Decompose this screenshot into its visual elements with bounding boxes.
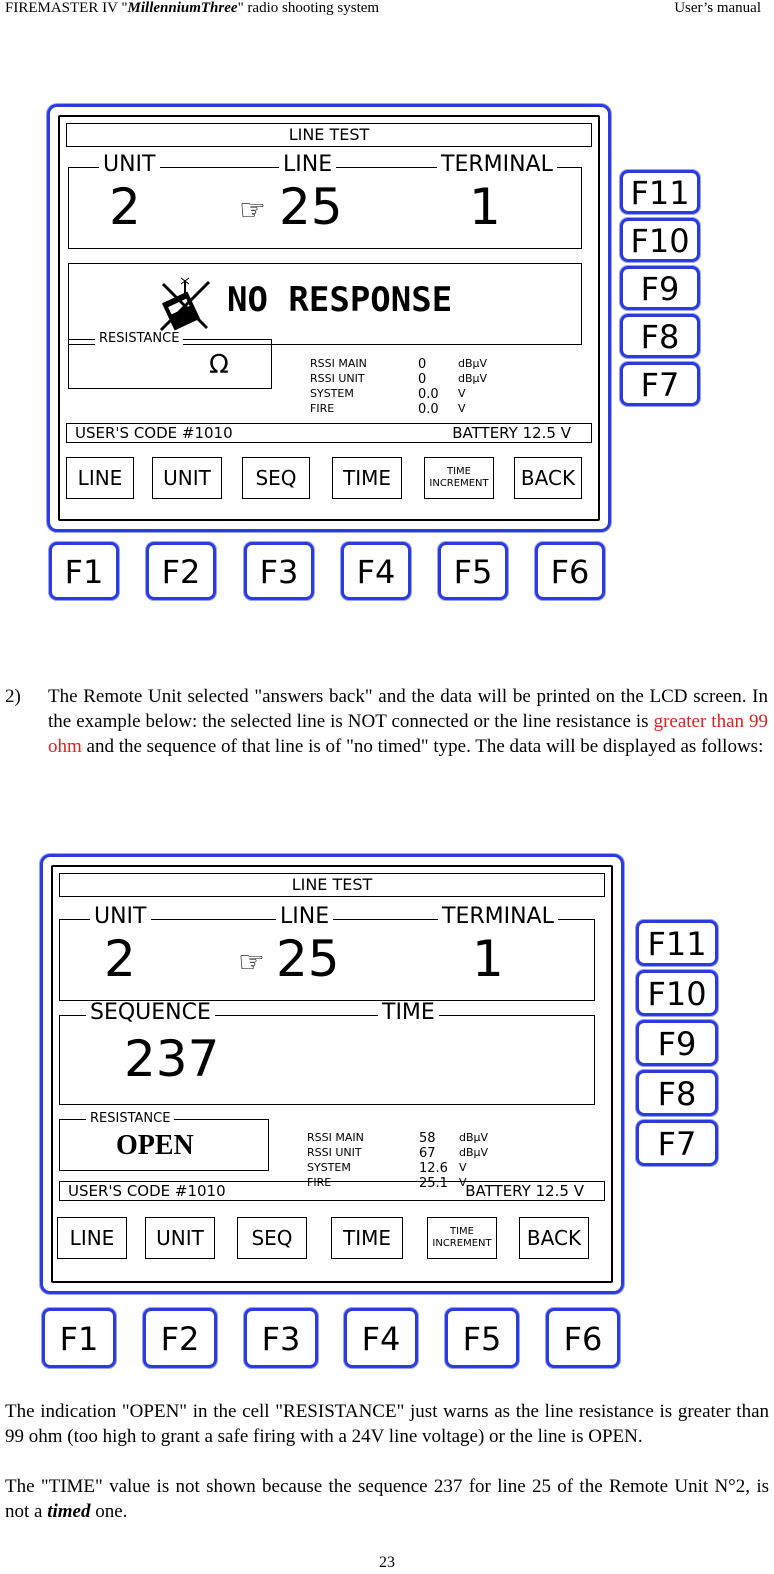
battery-status: BATTERY 12.5 V — [452, 424, 571, 442]
sequence-value: 237 — [124, 1030, 220, 1088]
time-explanation: The "TIME" value is not shown because the sequence 237 for line 25 of the Remote Unit N°2, is not a timed one. — [5, 1476, 769, 1522]
softkey-seq[interactable]: SEQ — [237, 1217, 307, 1259]
softkey-line[interactable]: LINE — [57, 1217, 127, 1259]
terminal-label: TERMINAL — [437, 153, 557, 177]
softkey-unit[interactable]: UNIT — [152, 457, 222, 499]
readings-block — [310, 357, 510, 417]
f11-key[interactable]: F11 — [620, 170, 700, 214]
f11-key[interactable]: F11 — [636, 920, 718, 966]
softkey-back[interactable]: BACK — [514, 457, 582, 499]
lcd-screen-1 — [47, 104, 611, 532]
softkey-time-increment[interactable]: TIME INCREMENT — [427, 1217, 497, 1259]
unit-line-terminal-panel — [68, 152, 582, 249]
lcd-screen-2 — [40, 854, 624, 1294]
resistance-panel — [59, 1111, 269, 1171]
f1-key[interactable]: F1 — [49, 542, 119, 600]
softkey-time-increment[interactable]: TIME INCREMENT — [424, 457, 494, 499]
f4-key[interactable]: F4 — [344, 1308, 418, 1368]
pointer-icon: ☞ — [238, 945, 265, 980]
reading-row: RSSI MAIN 0 dBμV — [310, 357, 488, 372]
line-label: LINE — [279, 153, 336, 177]
step-2-paragraph: 2) — [5, 686, 21, 707]
header-title: FIREMASTER IV "MillenniumThree" radio shooting system — [5, 0, 380, 16]
unit-value: 2 — [109, 178, 141, 236]
reading-row: FIRE 25.1 V — [307, 1176, 467, 1191]
f3-key[interactable]: F3 — [244, 542, 314, 600]
f8-key[interactable]: F8 — [636, 1070, 718, 1116]
line-label: LINE — [276, 905, 333, 929]
page-header — [5, 0, 769, 22]
f5-key[interactable]: F5 — [438, 542, 508, 600]
status-footer — [59, 1181, 605, 1201]
unit-line-terminal-panel — [59, 904, 595, 1001]
reading-row: RSSI MAIN 58 dBμV — [307, 1131, 489, 1146]
terminal-value: 1 — [472, 930, 504, 988]
softkey-back[interactable]: BACK — [519, 1217, 589, 1259]
resistance-panel — [68, 331, 272, 389]
f7-key[interactable]: F7 — [636, 1120, 718, 1166]
f9-key[interactable]: F9 — [636, 1020, 718, 1066]
f2-key[interactable]: F2 — [146, 542, 216, 600]
terminal-label: TERMINAL — [438, 905, 558, 929]
line-value: 25 — [279, 178, 343, 236]
pointer-icon: ☞ — [239, 193, 266, 228]
resistance-value: Ω — [209, 350, 229, 380]
user-code: USER'S CODE #1010 — [68, 1182, 226, 1200]
f10-key[interactable]: F10 — [620, 218, 700, 262]
reading-row: RSSI UNIT 0 dBμV — [310, 372, 488, 387]
f1-key[interactable]: F1 — [42, 1308, 116, 1368]
softkey-time[interactable]: TIME — [332, 457, 402, 499]
status-footer — [66, 423, 592, 443]
f7-key[interactable]: F7 — [620, 362, 700, 406]
f3-key[interactable]: F3 — [244, 1308, 318, 1368]
f8-key[interactable]: F8 — [620, 314, 700, 358]
screen-title: LINE TEST — [66, 123, 592, 147]
f10-key[interactable]: F10 — [636, 970, 718, 1016]
time-label: TIME — [378, 1001, 439, 1025]
softkey-line[interactable]: LINE — [66, 457, 134, 499]
f2-key[interactable]: F2 — [143, 1308, 217, 1368]
resistance-value: OPEN — [116, 1130, 194, 1161]
sequence-label: SEQUENCE — [86, 1001, 215, 1025]
resistance-label: RESISTANCE — [86, 1111, 174, 1127]
resistance-label: RESISTANCE — [95, 331, 183, 347]
reading-row: SYSTEM 0.0 V — [310, 387, 466, 402]
header-manual: User’s manual — [674, 0, 761, 16]
f6-key[interactable]: F6 — [546, 1308, 620, 1368]
unit-label: UNIT — [90, 905, 151, 929]
f6-key[interactable]: F6 — [535, 542, 605, 600]
unit-value: 2 — [104, 930, 136, 988]
status-message: NO RESPONSE — [227, 280, 453, 320]
softkey-time[interactable]: TIME — [331, 1217, 403, 1259]
battery-status: BATTERY 12.5 V — [465, 1182, 584, 1200]
highlight-text: greater than 99 ohm — [48, 711, 768, 757]
page-number: 23 — [379, 1554, 395, 1571]
line-value: 25 — [276, 930, 340, 988]
f5-key[interactable]: F5 — [445, 1308, 519, 1368]
terminal-value: 1 — [469, 178, 501, 236]
softkey-seq[interactable]: SEQ — [242, 457, 310, 499]
step-2-text: The Remote Unit selected "answers back" and the data will be printed on the LCD screen. In the example below: the selected line is NOT connected or the line resistance is greater than 99 ohm and the sequence of that line is of "no timed" type. The data will be displayed as follows: — [48, 686, 768, 757]
user-code: USER'S CODE #1010 — [75, 424, 233, 442]
sequence-time-panel — [59, 1000, 595, 1105]
screen-title: LINE TEST — [59, 873, 605, 897]
f4-key[interactable]: F4 — [341, 542, 411, 600]
open-explanation: The indication "OPEN" in the cell "RESISTANCE" just warns as the line resistance is greater than 99 ohm (too high to grant a safe firing with a 24V line voltage) or the line is OPEN. — [5, 1401, 769, 1447]
softkey-unit[interactable]: UNIT — [145, 1217, 215, 1259]
no-transmitter-icon — [155, 274, 215, 334]
unit-label: UNIT — [99, 153, 160, 177]
reading-row: SYSTEM 12.6 V — [307, 1161, 467, 1176]
reading-row: RSSI UNIT 67 dBμV — [307, 1146, 489, 1161]
reading-row: FIRE 0.0 V — [310, 402, 466, 417]
f9-key[interactable]: F9 — [620, 266, 700, 310]
